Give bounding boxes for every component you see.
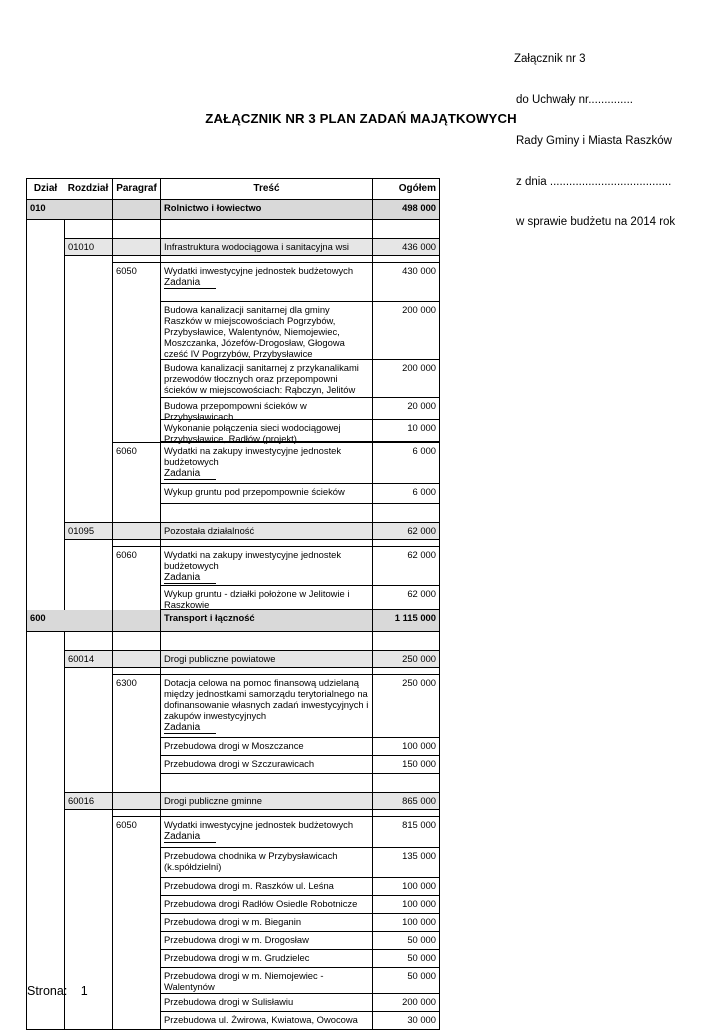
dzial-cell xyxy=(26,262,64,302)
paragraf-cell xyxy=(112,238,160,256)
tresc-cell xyxy=(160,792,372,810)
tresc-cell-text: Przebudowa drogi m. Raszków ul. Leśna xyxy=(164,880,334,891)
paragraf-cell xyxy=(112,774,160,792)
tresc-cell-text: Wydatki inwestycyjne jednostek budżetowych xyxy=(164,819,354,830)
paragraf-cell xyxy=(112,504,160,522)
column-header-ogolem: Ogółem xyxy=(372,178,440,200)
rozdzial-row xyxy=(26,238,440,256)
ogolem-cell-text: 200 000 xyxy=(402,304,436,315)
table-row xyxy=(26,878,440,896)
ogolem-cell xyxy=(372,848,440,878)
dzial-cell xyxy=(26,674,64,738)
rozdzial-cell xyxy=(64,238,112,256)
ogolem-cell xyxy=(372,650,440,668)
ogolem-cell-text: 200 000 xyxy=(402,362,436,373)
tresc-cell-text: Wykup gruntu pod przepompownie ścieków xyxy=(164,486,345,497)
paragraf-cell xyxy=(112,546,160,586)
ogolem-cell-text: 62 000 xyxy=(407,588,436,599)
table-row xyxy=(26,360,440,398)
tresc-cell xyxy=(160,816,372,848)
tresc-cell-text: Drogi publiczne gminne xyxy=(164,795,262,806)
rozdzial-cell xyxy=(64,816,112,848)
tresc-cell xyxy=(160,1012,372,1030)
rozdzial-cell xyxy=(64,398,112,420)
tresc-cell xyxy=(160,774,372,792)
dzial-cell xyxy=(26,302,64,360)
ogolem-cell-text: 430 000 xyxy=(402,265,436,276)
paragraf-cell xyxy=(112,398,160,420)
table-row xyxy=(26,914,440,932)
dzial-cell xyxy=(26,932,64,950)
tresc-cell xyxy=(160,484,372,504)
paragraf-cell xyxy=(112,262,160,302)
tresc-cell-text: Drogi publiczne powiatowe xyxy=(164,653,276,664)
dzial-cell xyxy=(26,756,64,774)
table-header-row xyxy=(26,178,440,200)
dzial-cell xyxy=(26,610,64,632)
ogolem-cell-text: 100 000 xyxy=(402,740,436,751)
ogolem-cell-text: 436 000 xyxy=(402,241,436,252)
ogolem-cell-text: 62 000 xyxy=(407,525,436,536)
tresc-cell-text: Budowa kanalizacji sanitarnej z przykanalikami przewodów tłocznych oraz przepompowni ścieków w miejscowościach: Rąbczyn, Jelitów xyxy=(164,362,359,395)
ogolem-cell xyxy=(372,896,440,914)
rozdzial-cell-text: 60014 xyxy=(68,653,95,664)
zadania-label: Zadania xyxy=(164,722,216,734)
paragraf-cell xyxy=(112,650,160,668)
dzial-cell xyxy=(26,914,64,932)
ogolem-cell-text: 250 000 xyxy=(402,653,436,664)
tresc-cell-text: Przebudowa drogi w m. Niemojewiec - Walentynów xyxy=(164,970,324,992)
document-title: ZAŁĄCZNIK NR 3 PLAN ZADAŃ MAJĄTKOWYCH xyxy=(205,111,517,126)
tresc-cell xyxy=(160,302,372,360)
paragraf-cell xyxy=(112,484,160,504)
tresc-cell xyxy=(160,756,372,774)
tresc-cell xyxy=(160,420,372,442)
ogolem-cell xyxy=(372,674,440,738)
dzial-cell xyxy=(26,738,64,756)
ogolem-cell-text: 20 000 xyxy=(407,400,436,411)
paragraf-cell xyxy=(112,848,160,878)
rozdzial-row xyxy=(26,650,440,668)
ogolem-cell-text: 50 000 xyxy=(407,970,436,981)
rozdzial-cell xyxy=(64,878,112,896)
ogolem-cell xyxy=(372,950,440,968)
tresc-cell xyxy=(160,220,372,238)
table-row xyxy=(26,968,440,994)
paragraf-cell-text: 6050 xyxy=(116,819,137,830)
dzial-row xyxy=(26,610,440,632)
tresc-cell-text: Wydatki inwestycyjne jednostek budżetowych xyxy=(164,265,354,276)
ogolem-cell-text: 150 000 xyxy=(402,758,436,769)
spacer-row xyxy=(26,632,440,650)
paragraf-cell xyxy=(112,360,160,398)
paragraf-row xyxy=(26,674,440,738)
ogolem-cell-text: 6 000 xyxy=(412,445,436,456)
paragraf-cell xyxy=(112,586,160,610)
ogolem-cell xyxy=(372,756,440,774)
spacer-row xyxy=(26,220,440,238)
paragraf-cell xyxy=(112,792,160,810)
ogolem-cell-text: 865 000 xyxy=(402,795,436,806)
rozdzial-cell xyxy=(64,546,112,586)
paragraf-cell xyxy=(112,968,160,994)
ogolem-cell xyxy=(372,504,440,522)
ogolem-cell-text: 100 000 xyxy=(402,880,436,891)
tresc-cell-text: Rolnictwo i łowiectwo xyxy=(164,202,262,213)
dzial-cell xyxy=(26,200,64,220)
tresc-cell-text: Budowa kanalizacji sanitarnej dla gminy Raszków w miejscowościach Pogrzybów, Przybysławice, Walentynów, Niemojewiec, Moszczanka, Józefów-Drogosław, Głogowa cześć IV Pogrzybów, Przybysławice xyxy=(164,304,345,359)
paragraf-cell-text: 6060 xyxy=(116,445,137,456)
dzial-cell xyxy=(26,522,64,540)
tresc-cell-text: Wydatki na zakupy inwestycyjne jednostek budżetowych xyxy=(164,445,342,467)
ogolem-cell xyxy=(372,420,440,442)
header-line: Rady Gminy i Miasta Raszków xyxy=(516,134,672,147)
zadania-label: Zadania xyxy=(164,831,216,843)
rozdzial-cell xyxy=(64,650,112,668)
tresc-cell-text: Przebudowa drogi Radłów Osiedle Robotnicze xyxy=(164,898,358,909)
rozdzial-cell xyxy=(64,504,112,522)
ogolem-cell-text: 498 000 xyxy=(402,202,436,213)
paragraf-row xyxy=(26,262,440,302)
ogolem-cell xyxy=(372,442,440,484)
dzial-cell xyxy=(26,896,64,914)
ogolem-cell-text: 1 115 000 xyxy=(394,612,436,623)
ogolem-cell-text: 30 000 xyxy=(407,1014,436,1025)
tresc-cell-text: Infrastruktura wodociągowa i sanitacyjna wsi xyxy=(164,241,349,252)
table-row xyxy=(26,950,440,968)
tresc-cell-text: Przebudowa drogi w Moszczance xyxy=(164,740,304,751)
dzial-cell xyxy=(26,878,64,896)
dzial-cell xyxy=(26,632,64,650)
rozdzial-cell xyxy=(64,200,112,220)
ogolem-cell xyxy=(372,200,440,220)
ogolem-cell xyxy=(372,262,440,302)
ogolem-cell xyxy=(372,546,440,586)
paragraf-cell xyxy=(112,674,160,738)
ogolem-cell-text: 100 000 xyxy=(402,898,436,909)
table-row xyxy=(26,484,440,504)
tresc-cell-text: Pozostała działalność xyxy=(164,525,255,536)
ogolem-cell xyxy=(372,792,440,810)
paragraf-cell xyxy=(112,220,160,238)
tresc-cell-text: Wydatki na zakupy inwestycyjne jednostek budżetowych xyxy=(164,549,342,571)
tresc-cell-text: Przebudowa drogi w Szczurawicach xyxy=(164,758,315,769)
paragraf-row xyxy=(26,546,440,586)
rozdzial-cell xyxy=(64,420,112,442)
paragraf-cell xyxy=(112,442,160,484)
tresc-cell xyxy=(160,398,372,420)
ogolem-cell-text: 50 000 xyxy=(407,934,436,945)
rozdzial-cell xyxy=(64,360,112,398)
table-row xyxy=(26,932,440,950)
rozdzial-cell xyxy=(64,632,112,650)
paragraf-cell xyxy=(112,738,160,756)
tresc-cell-text: Przebudowa drogi w m. Bieganin xyxy=(164,916,302,927)
rozdzial-cell xyxy=(64,522,112,540)
column-header-paragraf: Paragraf xyxy=(112,178,160,200)
zadania-label: Zadania xyxy=(164,468,216,480)
column-header-tresc: Treść xyxy=(160,178,372,200)
header-line: z dnia ...................................... xyxy=(516,175,672,188)
tresc-cell xyxy=(160,522,372,540)
rozdzial-cell xyxy=(64,1012,112,1030)
paragraf-cell xyxy=(112,994,160,1012)
table-row xyxy=(26,398,440,420)
ogolem-cell-text: 6 000 xyxy=(412,486,436,497)
table-row xyxy=(26,420,440,442)
tresc-cell xyxy=(160,238,372,256)
table-row xyxy=(26,1012,440,1030)
ogolem-cell xyxy=(372,1012,440,1030)
rozdzial-cell xyxy=(64,896,112,914)
table-row xyxy=(26,756,440,774)
ogolem-cell xyxy=(372,484,440,504)
tresc-cell-text: Budowa przepompowni ścieków w Przybysławicach xyxy=(164,400,307,422)
zadania-label: Zadania xyxy=(164,572,216,584)
rozdzial-cell xyxy=(64,848,112,878)
table-row xyxy=(26,994,440,1012)
rozdzial-cell xyxy=(64,586,112,610)
dzial-cell xyxy=(26,220,64,238)
paragraf-cell xyxy=(112,1012,160,1030)
dzial-cell-text: 010 xyxy=(30,202,46,213)
table-row xyxy=(26,738,440,756)
dzial-row xyxy=(26,200,440,220)
dzial-cell xyxy=(26,360,64,398)
dzial-cell xyxy=(26,816,64,848)
tresc-cell xyxy=(160,442,372,484)
dzial-cell xyxy=(26,774,64,792)
ogolem-cell xyxy=(372,878,440,896)
tresc-cell xyxy=(160,200,372,220)
tresc-cell xyxy=(160,878,372,896)
column-header-dzial: Dział xyxy=(26,178,64,200)
ogolem-cell xyxy=(372,774,440,792)
dzial-cell xyxy=(26,792,64,810)
attachment-header xyxy=(514,26,675,244)
ogolem-cell xyxy=(372,738,440,756)
rozdzial-cell xyxy=(64,932,112,950)
dzial-cell xyxy=(26,238,64,256)
rozdzial-cell-text: 60016 xyxy=(68,795,95,806)
paragraf-cell xyxy=(112,816,160,848)
paragraf-cell xyxy=(112,420,160,442)
table-body xyxy=(26,200,440,1030)
paragraf-cell xyxy=(112,914,160,932)
header-line: Załącznik nr 3 xyxy=(514,53,586,66)
tresc-cell xyxy=(160,610,372,632)
paragraf-cell xyxy=(112,200,160,220)
dzial-cell xyxy=(26,546,64,586)
paragraf-cell xyxy=(112,522,160,540)
tresc-cell xyxy=(160,586,372,610)
rozdzial-cell xyxy=(64,774,112,792)
rozdzial-row xyxy=(26,522,440,540)
ogolem-cell xyxy=(372,586,440,610)
rozdzial-cell xyxy=(64,756,112,774)
tresc-cell xyxy=(160,632,372,650)
rozdzial-cell xyxy=(64,950,112,968)
table-row xyxy=(26,586,440,610)
ogolem-cell xyxy=(372,238,440,256)
tresc-cell xyxy=(160,932,372,950)
rozdzial-cell xyxy=(64,262,112,302)
ogolem-cell xyxy=(372,632,440,650)
header-line: do Uchwały nr.............. xyxy=(516,93,633,106)
dzial-cell xyxy=(26,442,64,484)
ogolem-cell-text: 50 000 xyxy=(407,952,436,963)
paragraf-row xyxy=(26,816,440,848)
dzial-cell-text: 600 xyxy=(30,612,46,623)
dzial-cell xyxy=(26,950,64,968)
ogolem-cell xyxy=(372,398,440,420)
tresc-cell-text: Wykup gruntu - działki położone w Jelitowie i Raszkowie xyxy=(164,588,350,610)
paragraf-cell-text: 6060 xyxy=(116,549,137,560)
tresc-cell xyxy=(160,546,372,586)
paragraf-row xyxy=(26,442,440,484)
tresc-cell xyxy=(160,650,372,668)
tresc-cell xyxy=(160,674,372,738)
tresc-cell xyxy=(160,968,372,994)
ogolem-cell xyxy=(372,360,440,398)
rozdzial-row xyxy=(26,792,440,810)
tresc-cell xyxy=(160,950,372,968)
rozdzial-cell xyxy=(64,484,112,504)
paragraf-cell xyxy=(112,932,160,950)
tresc-cell-text: Przebudowa drogi w m. Grudzielec xyxy=(164,952,310,963)
rozdzial-cell xyxy=(64,792,112,810)
tresc-cell xyxy=(160,914,372,932)
dzial-cell xyxy=(26,650,64,668)
paragraf-cell-text: 6300 xyxy=(116,677,137,688)
rozdzial-cell xyxy=(64,442,112,484)
tresc-cell-text: Przebudowa ul. Żwirowa, Kwiatowa, Owocowa xyxy=(164,1014,358,1025)
ogolem-cell xyxy=(372,302,440,360)
ogolem-cell xyxy=(372,816,440,848)
ogolem-cell-text: 135 000 xyxy=(402,850,436,861)
dzial-cell xyxy=(26,484,64,504)
tresc-cell-text: Transport i łączność xyxy=(164,612,255,623)
tresc-cell-text: Przebudowa drogi w Sulisławiu xyxy=(164,996,294,1007)
table-row xyxy=(26,302,440,360)
column-header-rozdzial: Rozdział xyxy=(64,178,112,200)
ogolem-cell xyxy=(372,914,440,932)
paragraf-cell xyxy=(112,610,160,632)
tresc-cell-text: Wykonanie połączenia sieci wodociągowej Przybysławice, Radłów (projekt) xyxy=(164,422,341,444)
paragraf-cell xyxy=(112,756,160,774)
paragraf-cell xyxy=(112,896,160,914)
rozdzial-cell xyxy=(64,610,112,632)
rozdzial-cell xyxy=(64,914,112,932)
paragraf-cell-text: 6050 xyxy=(116,265,137,276)
ogolem-cell xyxy=(372,522,440,540)
dzial-cell xyxy=(26,420,64,442)
dzial-cell xyxy=(26,848,64,878)
tresc-cell xyxy=(160,848,372,878)
dzial-cell xyxy=(26,586,64,610)
spacer-row xyxy=(26,504,440,522)
zadania-label: Zadania xyxy=(164,277,216,289)
rozdzial-cell-text: 01010 xyxy=(68,241,95,252)
ogolem-cell-text: 250 000 xyxy=(402,677,436,688)
ogolem-cell-text: 10 000 xyxy=(407,422,436,433)
budget-table xyxy=(26,178,440,1030)
paragraf-cell xyxy=(112,950,160,968)
rozdzial-cell xyxy=(64,674,112,738)
ogolem-cell xyxy=(372,968,440,994)
page-label: Strona: xyxy=(27,984,68,998)
tresc-cell-text: Przebudowa drogi w m. Drogosław xyxy=(164,934,309,945)
tresc-cell-text: Przebudowa chodnika w Przybysławicach (k.spółdzielni) xyxy=(164,850,338,872)
tresc-cell xyxy=(160,738,372,756)
rozdzial-cell xyxy=(64,738,112,756)
paragraf-cell xyxy=(112,302,160,360)
paragraf-cell xyxy=(112,632,160,650)
ogolem-cell xyxy=(372,932,440,950)
tresc-cell xyxy=(160,262,372,302)
dzial-cell xyxy=(26,1012,64,1030)
table-row xyxy=(26,896,440,914)
tresc-cell xyxy=(160,504,372,522)
ogolem-cell-text: 200 000 xyxy=(402,996,436,1007)
tresc-cell xyxy=(160,360,372,398)
dzial-cell xyxy=(26,398,64,420)
ogolem-cell-text: 62 000 xyxy=(407,549,436,560)
tresc-cell xyxy=(160,994,372,1012)
rozdzial-cell xyxy=(64,220,112,238)
ogolem-cell xyxy=(372,610,440,632)
tresc-cell xyxy=(160,896,372,914)
page-footer xyxy=(27,984,88,998)
ogolem-cell-text: 100 000 xyxy=(402,916,436,927)
paragraf-cell xyxy=(112,878,160,896)
header-line: w sprawie budżetu na 2014 rok xyxy=(516,216,676,229)
tresc-cell-text: Dotacja celowa na pomoc finansową udzielaną między jednostkami samorządu terytorialnego na dofinansowanie własnych zadań inwestycyjnych i zakupów inwestycyjnych xyxy=(164,677,369,721)
spacer-row xyxy=(26,774,440,792)
dzial-cell xyxy=(26,504,64,522)
ogolem-cell xyxy=(372,994,440,1012)
ogolem-cell xyxy=(372,220,440,238)
ogolem-cell-text: 815 000 xyxy=(402,819,436,830)
rozdzial-cell xyxy=(64,302,112,360)
table-row xyxy=(26,848,440,878)
rozdzial-cell-text: 01095 xyxy=(68,525,95,536)
page-number: 1 xyxy=(80,984,88,998)
